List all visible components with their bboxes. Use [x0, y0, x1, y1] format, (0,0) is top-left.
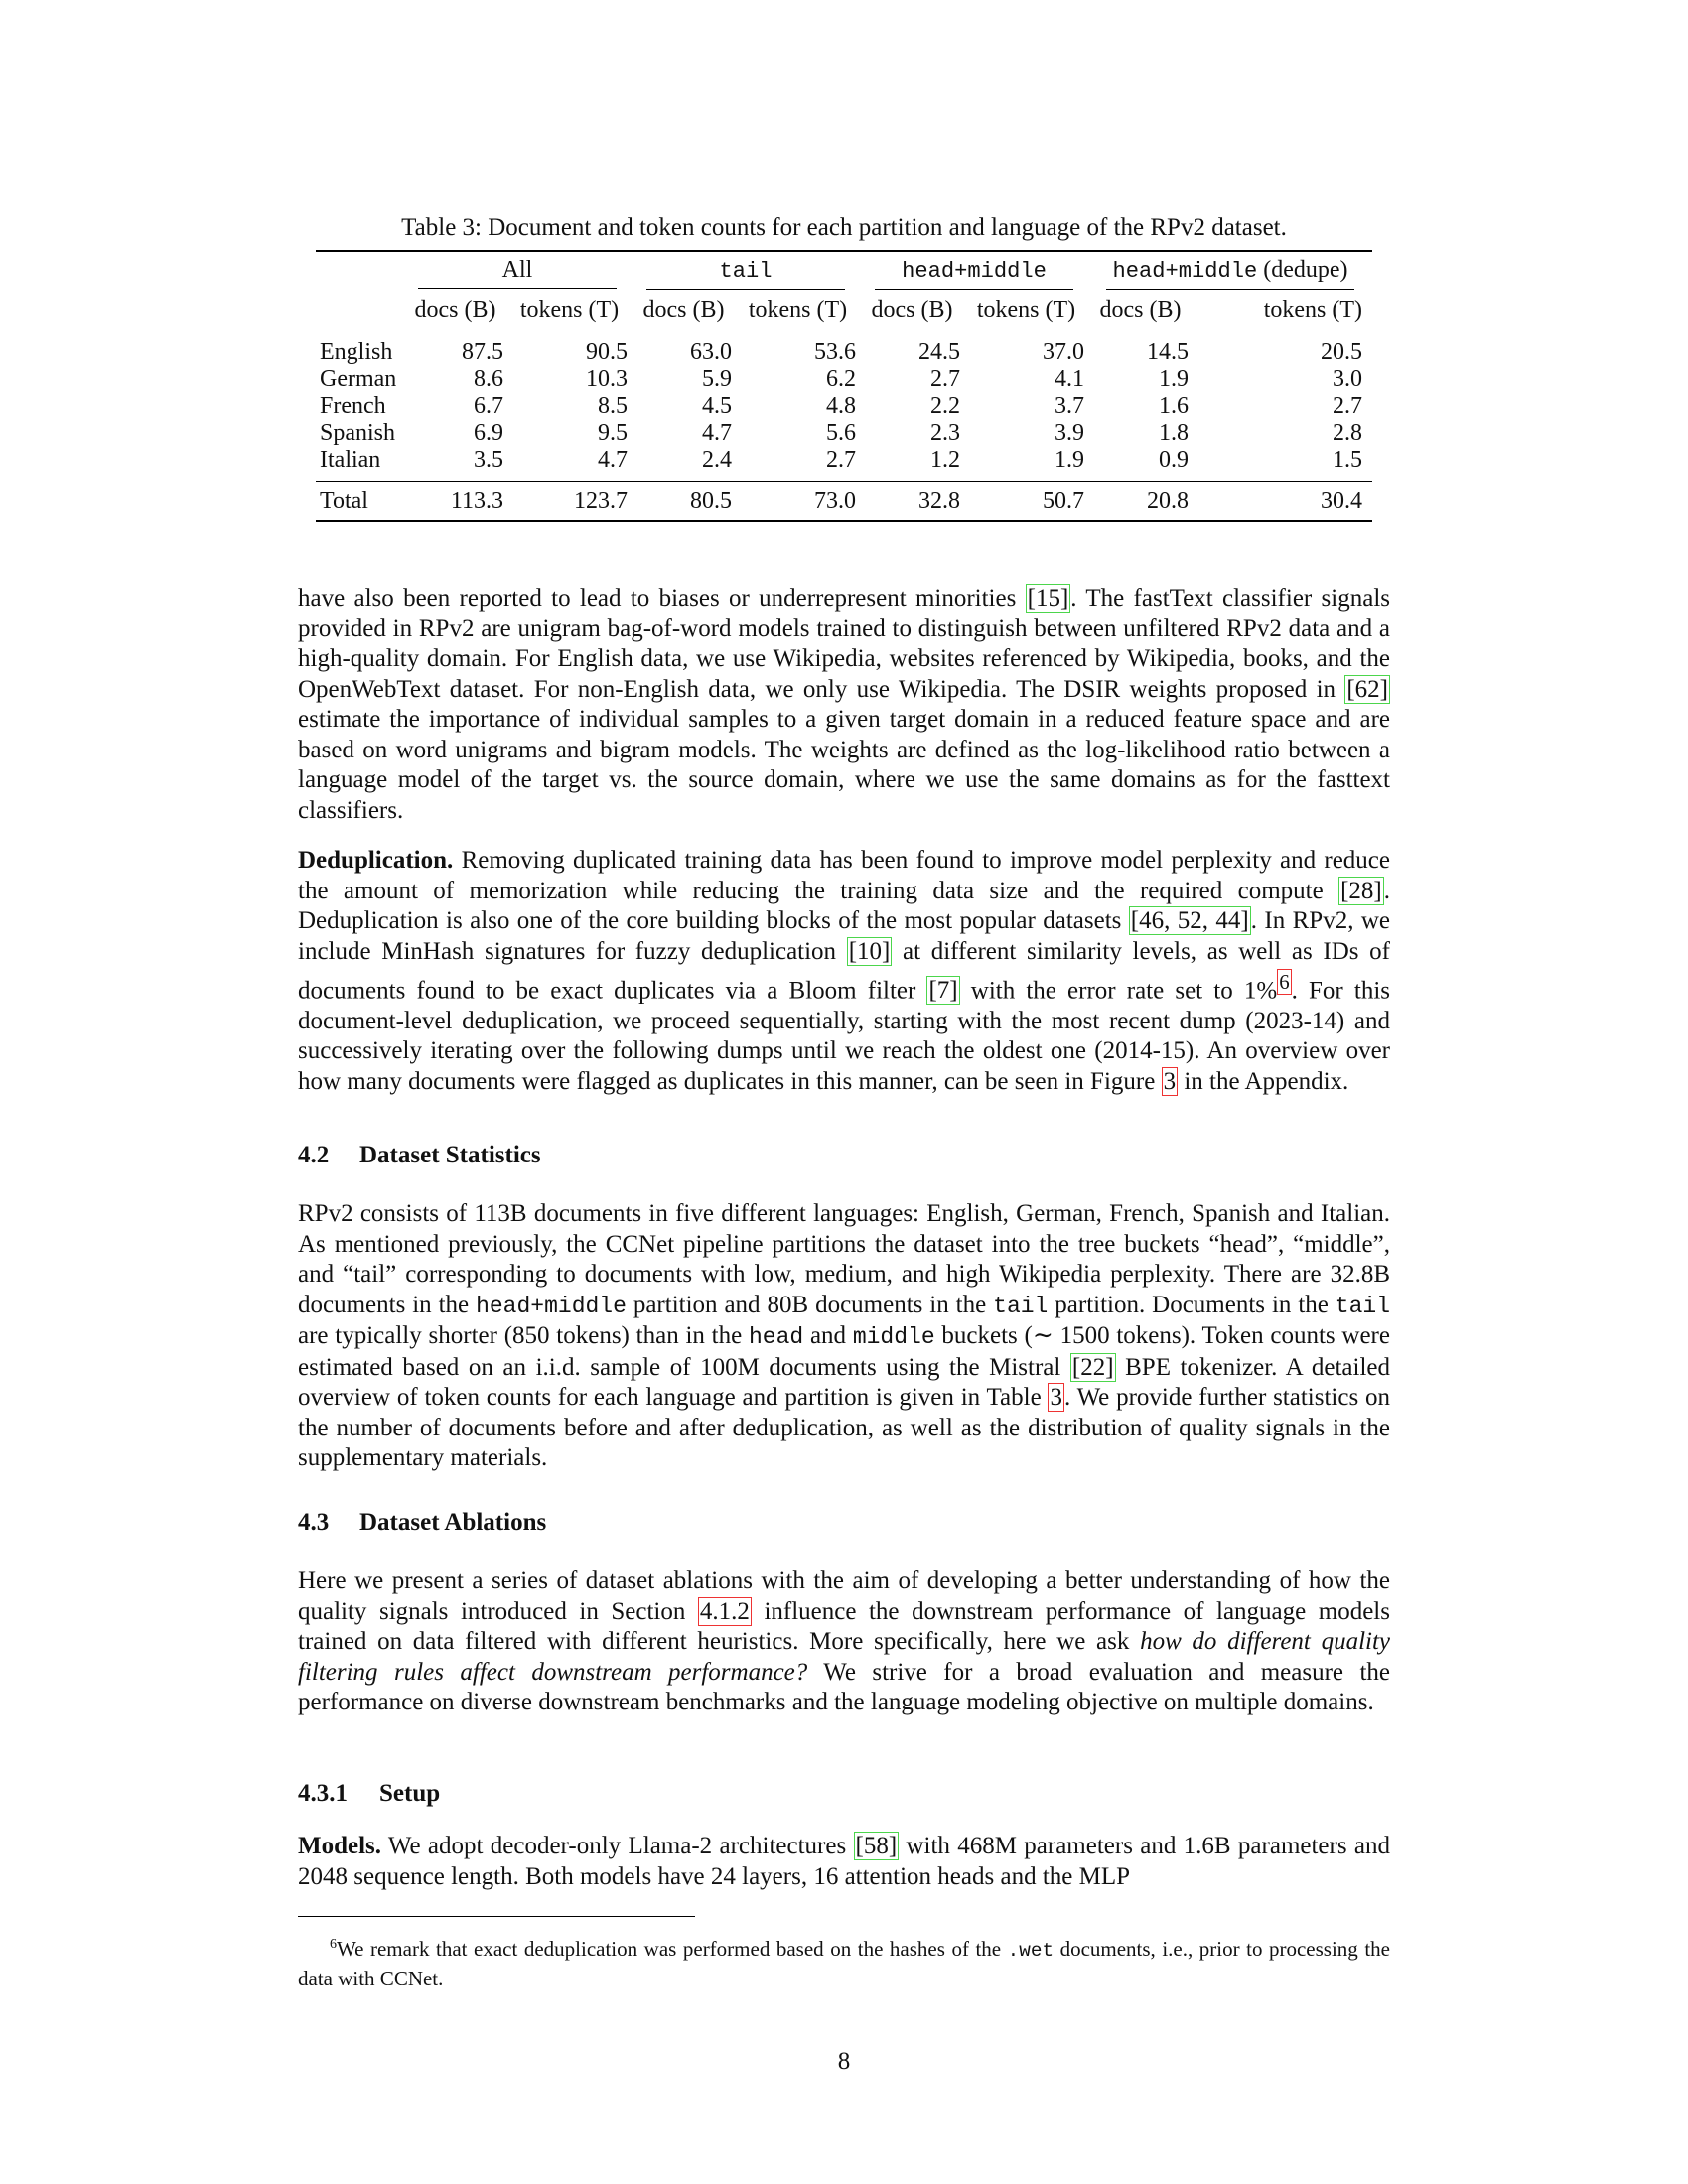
table-row	[316, 393, 1372, 420]
table-cell: 10.3	[586, 366, 628, 392]
language-label: German	[320, 366, 397, 392]
subheader: tokens (T)	[1263, 296, 1362, 323]
table-cell: 1.2	[930, 447, 960, 473]
table-cell: 3.5	[474, 447, 503, 473]
paragraph-deduplication: Deduplication. Removing duplicated training data has been found to improve model perplexity and reduce the amount of memorization while reducing the training data size and the required compute [28]. Deduplication is also one of the core building blocks of the most popular datasets [46, 52, 44]. In RPv2, we include MinHash signatures for fuzzy deduplication [10] at different similarity levels, as well as IDs of documents found to be exact duplicates via a Bloom filter [7] with the error rate set to 1%$^6$. For this document-level deduplication, we proceed sequentially, starting with the most recent dump (2023-14) and successively iterating over the following dumps until we reach the oldest one (2014-15). An overview over how many documents were flagged as duplicates in this manner, can be seen in Figure 3 in the Appendix.	[298, 847, 1390, 1095]
table-cell: 2.4	[702, 447, 732, 473]
table-cell: 1.8	[1159, 420, 1189, 446]
group-tail: tail	[646, 258, 845, 290]
citation-link[interactable]: [15]	[1027, 585, 1069, 612]
footnote: $^6$We remark that exact deduplication was performed based on the hashes of the .wet documents, i.e., prior to processing the data with CCNet.	[298, 1937, 1390, 1990]
section-heading-4-3-1: 4.3.1 Setup	[298, 1780, 441, 1807]
table-row	[316, 447, 1372, 482]
section-heading-4-3: 4.3 Dataset Ablations	[298, 1509, 547, 1536]
table-cell: 32.8	[860, 482, 964, 522]
subheader: docs (B)	[414, 296, 496, 323]
citation-link[interactable]: [10]	[848, 937, 891, 965]
group-head-middle-dedupe	[1106, 257, 1354, 290]
table-cell: 14.5	[1147, 340, 1189, 365]
total-label: Total	[316, 482, 403, 522]
table-cell: 3.9	[1055, 420, 1084, 446]
table-cell: 4.7	[702, 420, 732, 446]
table-cell: 4.1	[1055, 366, 1084, 392]
subheader: docs (B)	[871, 296, 953, 323]
section-link[interactable]: 4.1.2	[699, 1597, 750, 1625]
group-head-middle: head+middle	[875, 258, 1073, 290]
table-cell: 0.9	[1159, 447, 1189, 473]
table-cell: 1.9	[1055, 447, 1084, 473]
table-cell: 4.7	[598, 447, 628, 473]
footnote-number: 6	[330, 1937, 337, 1952]
subheader: tokens (T)	[519, 296, 620, 323]
paragraph-title: Models.	[298, 1833, 382, 1859]
table-cell: 6.7	[474, 393, 503, 419]
citation-link[interactable]: [46, 52, 44]	[1130, 907, 1249, 934]
subheader: tokens (T)	[748, 296, 848, 323]
table-row	[316, 330, 1372, 366]
footnote-rule	[298, 1916, 695, 1917]
table-cell: 20.5	[1321, 340, 1362, 365]
table-cell: 6.9	[474, 420, 503, 446]
table-link[interactable]: 3	[1050, 1384, 1062, 1411]
table-cell: 90.5	[586, 340, 628, 365]
paragraph-models: Models. We adopt decoder-only Llama-2 architectures [58] with 468M parameters and 1.6B parameters and 2048 sequence length. Both models have 24 layers, 16 attention heads and the MLP	[298, 1833, 1390, 1890]
table-cell: 123.7	[507, 482, 632, 522]
table-cell: 53.6	[814, 340, 856, 365]
citation-link[interactable]: [58]	[855, 1833, 898, 1859]
table-subheader-row	[316, 290, 1372, 330]
language-label: English	[320, 340, 393, 365]
table-cell: 5.9	[702, 366, 732, 392]
table-group-header-row	[316, 251, 1372, 290]
table-cell: 2.8	[1333, 420, 1362, 446]
paragraph-title: Deduplication.	[298, 847, 454, 874]
table-cell: 8.5	[598, 393, 628, 419]
citation-link[interactable]: [22]	[1071, 1353, 1114, 1381]
table-cell: 24.5	[918, 340, 960, 365]
table-cell: 2.7	[930, 366, 960, 392]
subheader: docs (B)	[642, 296, 725, 323]
data-table	[316, 250, 1372, 522]
table-cell: 2.7	[826, 447, 856, 473]
language-label: Italian	[320, 447, 381, 473]
subheader: docs (B)	[1099, 296, 1182, 323]
table-caption: Table 3: Document and token counts for each partition and language of the RPv2 dataset.	[401, 214, 1287, 241]
footnote-link[interactable]: 6	[1279, 970, 1290, 994]
table-cell: 2.7	[1333, 393, 1362, 419]
group-head-middle-dedupe-name: head+middle	[1112, 258, 1258, 284]
table-cell: 3.0	[1333, 366, 1362, 392]
table-cell: 80.5	[632, 482, 736, 522]
table-cell: 50.7	[964, 482, 1088, 522]
table-cell: 2.3	[930, 420, 960, 446]
figure-link[interactable]: 3	[1163, 1067, 1177, 1095]
table-cell: 63.0	[690, 340, 732, 365]
table-cell: 5.6	[826, 420, 856, 446]
table-cell: 1.5	[1333, 447, 1362, 473]
citation-link[interactable]: [7]	[928, 977, 958, 1005]
table-cell: 30.4	[1193, 482, 1372, 522]
group-all: All	[418, 257, 617, 289]
language-label: Spanish	[320, 420, 396, 446]
citation-link[interactable]: [62]	[1346, 675, 1388, 703]
page-number: 8	[837, 2048, 851, 2075]
table-cell: 4.8	[826, 393, 856, 419]
table-cell: 3.7	[1055, 393, 1084, 419]
table-cell: 6.2	[826, 366, 856, 392]
table-cell: 2.2	[930, 393, 960, 419]
table-cell: 20.8	[1088, 482, 1193, 522]
table-total-row	[316, 482, 1372, 522]
table-cell: 8.6	[474, 366, 503, 392]
paragraph-fasttext: have also been reported to lead to biases or underrepresent minorities [15]. The fastText classifier signals provided in RPv2 are unigram bag-of-word models trained to distinguish between unfiltered RPv2 data and a high-quality domain. For English data, we use Wikipedia, websites referenced by Wikipedia, books, and the OpenWebText dataset. For non-English data, we only use Wikipedia. The DSIR weights proposed in [62] estimate the importance of individual samples to a given target domain in a reduced feature space and are based on word unigrams and bigram models. The weights are defined as the log-likelihood ratio between a language model of the target vs. the source domain, where we use the same domains as for the fasttext classifiers.	[298, 585, 1390, 824]
table-cell: 37.0	[1043, 340, 1084, 365]
table-cell: 4.5	[702, 393, 732, 419]
table-cell: 113.3	[403, 482, 507, 522]
citation-link[interactable]: [28]	[1340, 877, 1382, 904]
table-cell: 73.0	[736, 482, 860, 522]
table-cell: 9.5	[598, 420, 628, 446]
language-label: French	[320, 393, 386, 419]
table-cell: 1.6	[1159, 393, 1189, 419]
paragraph-statistics: RPv2 consists of 113B documents in five different languages: English, German, French, Spanish and Italian. As mentioned previously, the CCNet pipeline partitions the dataset into the tree buckets “head”, “middle”, and “tail” corresponding to documents with low, medium, and high Wikipedia perplexity. There are 32.8B documents in the head+middle partition and 80B documents in the tail partition. Documents in the tail are typically shorter (850 tokens) than in the head and middle buckets (∼ 1500 tokens). Token counts were estimated based on an i.i.d. sample of 100M documents using the Mistral [22] BPE tokenizer. A detailed overview of token counts for each language and partition is given in Table 3. We provide further statistics on the number of documents before and after deduplication, as well as the distribution of quality signals in the supplementary materials.	[298, 1200, 1390, 1471]
table-row	[316, 420, 1372, 447]
table-row	[316, 366, 1372, 393]
section-heading-4-2: 4.2 Dataset Statistics	[298, 1142, 541, 1168]
paragraph-ablations: Here we present a series of dataset ablations with the aim of developing a better understanding of how the quality signals introduced in Section 4.1.2 influence the downstream performance of language models trained on data filtered with different heuristics. More specifically, here we ask how do different quality filtering rules affect downstream performance? We strive for a broad evaluation and measure the performance on diverse downstream benchmarks and the language modeling objective on multiple domains.	[298, 1568, 1391, 1715]
subheader: tokens (T)	[976, 296, 1076, 323]
table-cell: 87.5	[462, 340, 503, 365]
table-cell: 1.9	[1159, 366, 1189, 392]
group-dedupe-suffix: (dedupe)	[1263, 256, 1348, 283]
